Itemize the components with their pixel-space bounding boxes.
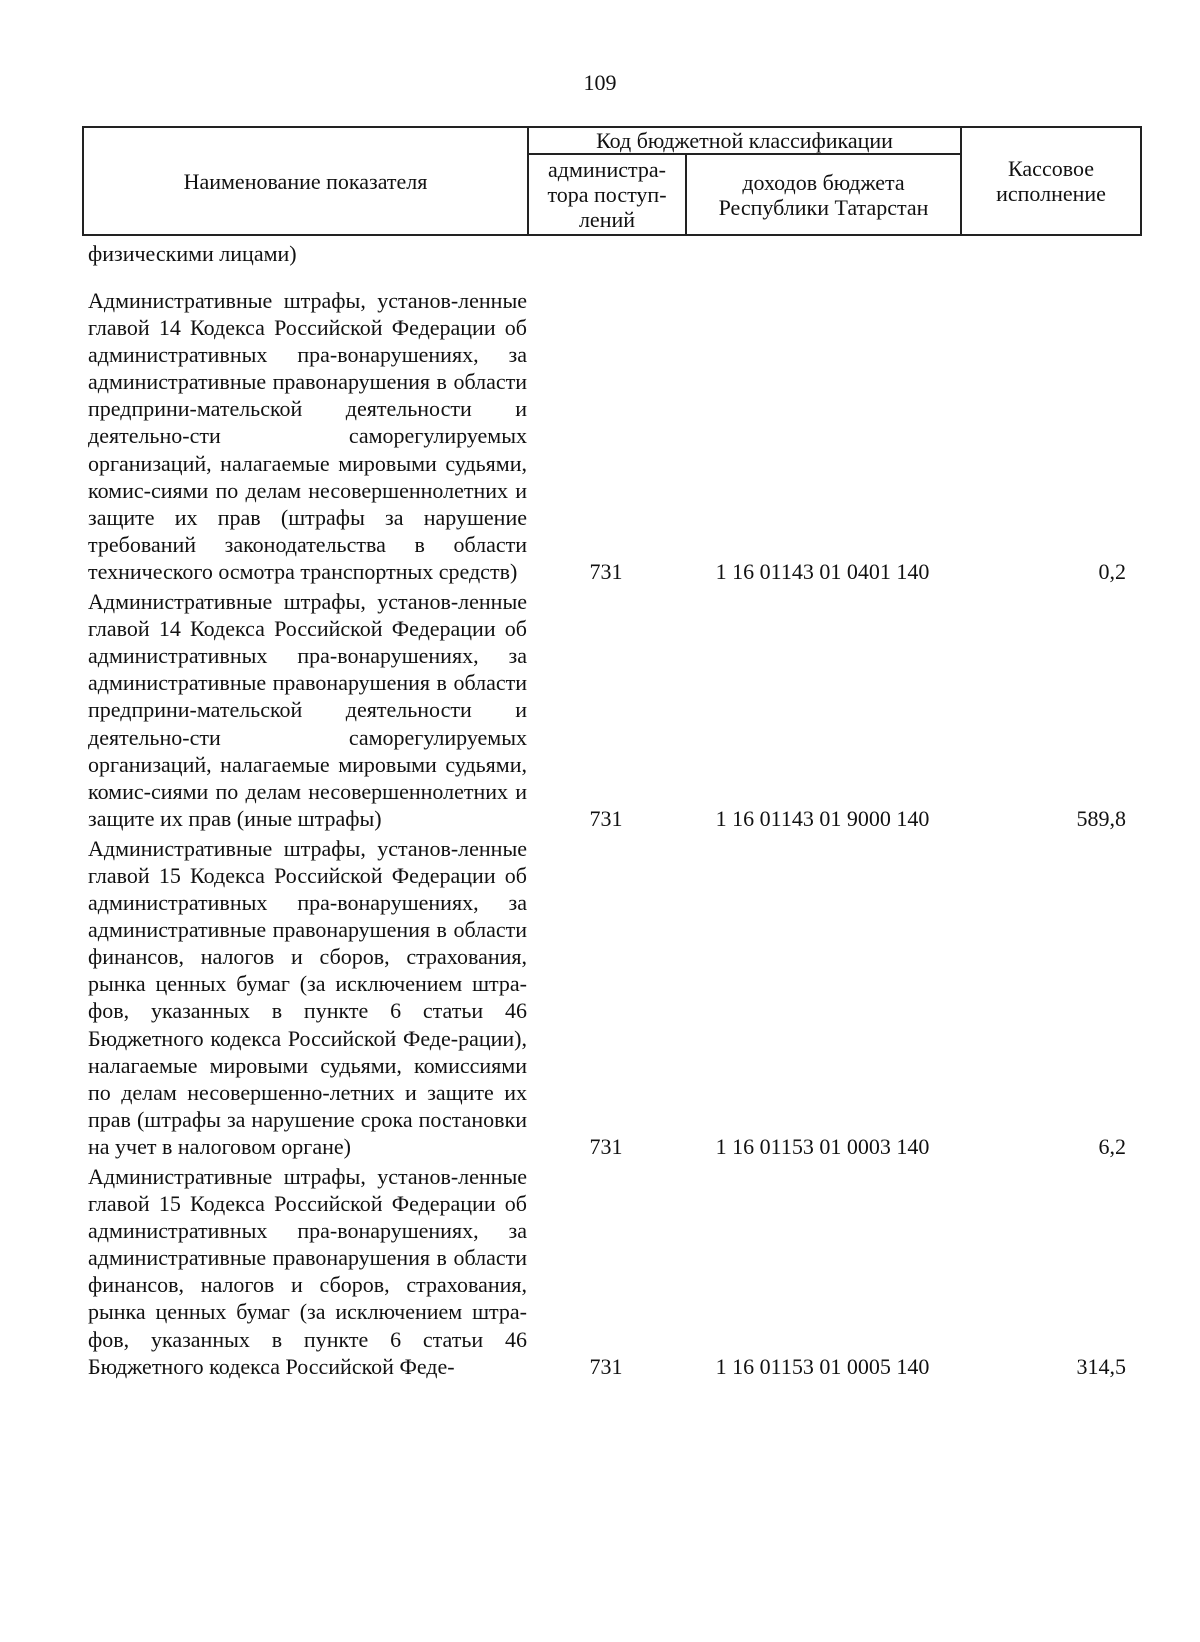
administrator-code-cell: 731 [589, 1134, 623, 1159]
indicator-name-cell: Административные штрафы, установ-ленные главой 15 Кодекса Российской Федерации об административных пра-вонарушениях, за административные правонарушения в области финансов, налогов и сборов, страхования, рынка ценных бумаг (за исключением штра-фов, указанных в пункте 6 статьи 46 Бюджетного кодекса Российской Феде- [88, 1164, 527, 1379]
revenue-code-cell: 1 16 01153 01 0005 140 [715, 1353, 930, 1379]
header-revenue-administrator: администра-тора поступ-лений [528, 154, 686, 235]
administrator-code-cell: 731 [589, 1353, 623, 1379]
cash-execution-cell: 6,2 [1098, 1134, 1126, 1159]
indicator-name-cell: Административные штрафы, установ-ленные главой 14 Кодекса Российской Федерации об административных пра-вонарушениях, за административные правонарушения в области предприни-мательской деятельности и деятельно-сти саморегулируемых организаций, налагаемые мировыми судьями, комис-сиями по делам несовершеннолетних и защите их прав (штрафы за нарушение требований законодательства в области технического осмотра транспортных средств) [88, 288, 527, 584]
table-row [82, 588, 1140, 832]
cash-execution-cell: 589,8 [1076, 805, 1126, 831]
cash-execution-cell: 0,2 [1098, 559, 1126, 585]
table-body [82, 240, 1140, 1380]
indicator-name-cell: Административные штрафы, установ-ленные главой 15 Кодекса Российской Федерации об административных пра-вонарушениях, за административные правонарушения в области финансов, налогов и сборов, страхования, рынка ценных бумаг (за исключением штра-фов, указанных в пункте 6 статьи 46 Бюджетного кодекса Российской Феде-рации), налагаемые мировыми судьями, комиссиями по делам несовершенно-летних и защите их прав (штрафы за нарушение срока постановки на учет в налоговом органе) [88, 835, 527, 1159]
revenue-code-cell: 1 16 01143 01 0401 140 [715, 559, 930, 585]
table-header [82, 126, 1142, 236]
administrator-code-cell: 731 [589, 559, 623, 585]
table-row [82, 1163, 1140, 1380]
revenue-code-cell: 1 16 01153 01 0003 140 [715, 1134, 930, 1159]
administrator-code-cell: 731 [589, 805, 623, 831]
continuation-text: физическими лицами) [88, 241, 297, 266]
header-indicator-name: Наименование показателя [83, 127, 528, 235]
header-budget-classification-code: Код бюджетной классификации [528, 127, 961, 154]
cash-execution-cell: 314,5 [1076, 1353, 1126, 1379]
page-number: 109 [583, 70, 617, 95]
table-row [82, 835, 1140, 1160]
indicator-name-cell: Административные штрафы, установ-ленные главой 14 Кодекса Российской Федерации об административных пра-вонарушениях, за административные правонарушения в области предприни-мательской деятельности и деятельно-сти саморегулируемых организаций, налагаемые мировыми судьями, комис-сиями по делам несовершеннолетних и защите их прав (иные штрафы) [88, 589, 527, 831]
header-cash-execution: Кассовое исполнение [961, 127, 1141, 235]
header-revenue-of-budget: доходов бюджета Республики Татарстан [686, 154, 961, 235]
table-row [82, 287, 1140, 585]
revenue-code-cell: 1 16 01143 01 9000 140 [715, 805, 930, 831]
